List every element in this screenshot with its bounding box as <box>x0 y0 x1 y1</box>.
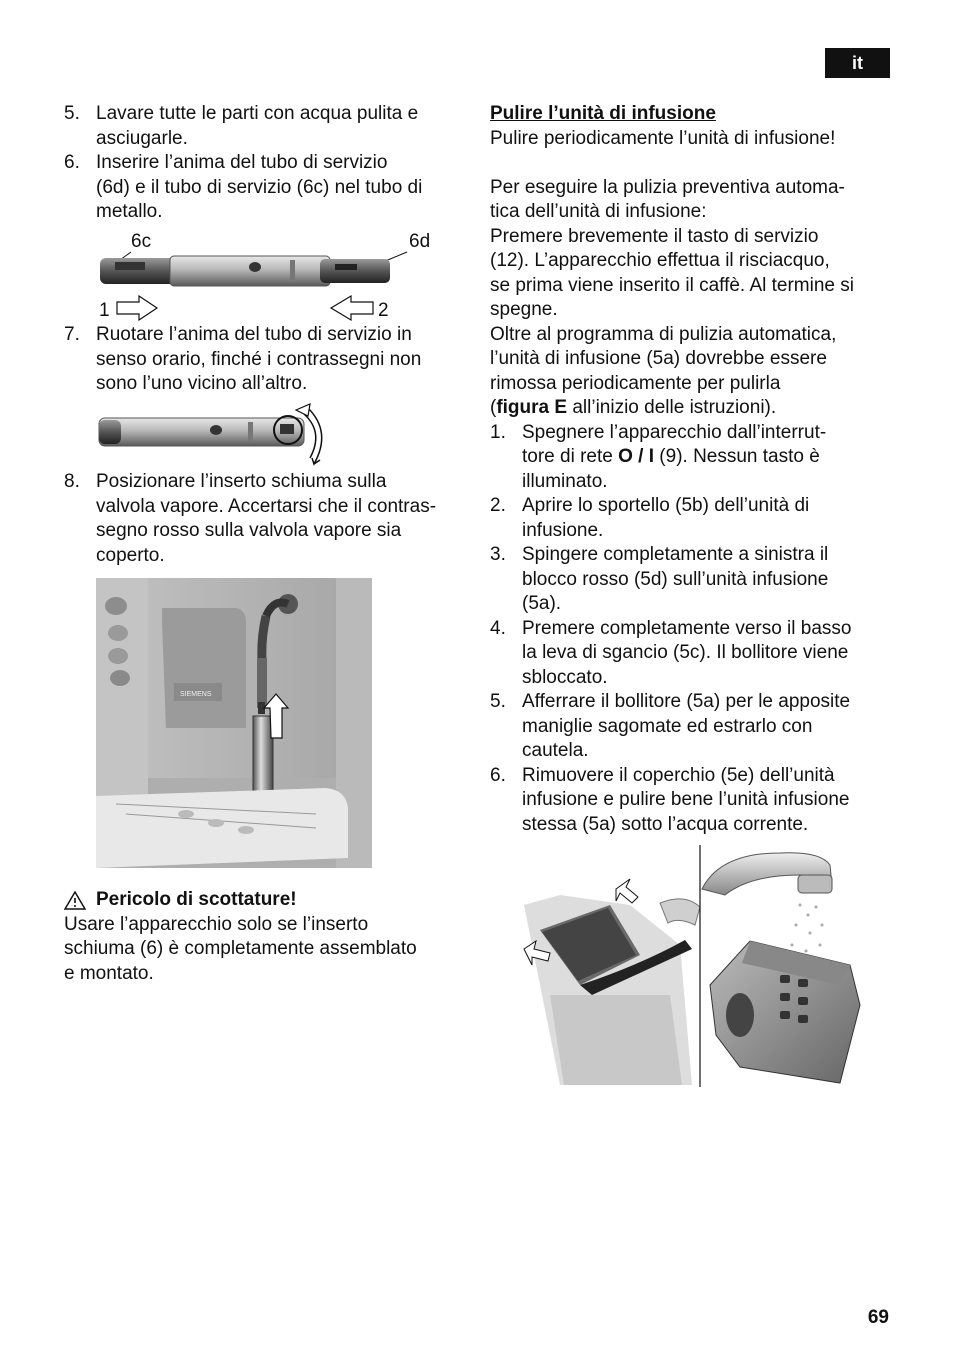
step-number: 5. <box>490 691 506 712</box>
step-text-line: Premere completamente verso il basso <box>522 617 852 639</box>
step-text-line: Rimuovere il coperchio (5e) dell’unità <box>522 764 835 786</box>
arrow-label-2: 2 <box>378 300 389 321</box>
step-number: 4. <box>490 617 506 639</box>
step-text-line: sono l’uno vicino all’altro. <box>96 373 308 394</box>
step-number: 5. <box>64 103 80 124</box>
warning-text-line: schiuma (6) è completamente assemblato <box>64 938 417 959</box>
label-6c: 6c <box>131 231 152 252</box>
machine-froth-insert-figure <box>96 578 372 868</box>
step-number: 1. <box>490 421 506 443</box>
list-item <box>490 764 890 838</box>
step-number: 7. <box>64 324 80 345</box>
intro-text: Pulire periodicamente l’unità di infusione! <box>490 127 836 149</box>
step-number: 6. <box>490 764 506 786</box>
step-text-line: segno rosso sulla valvola vapore sia <box>96 520 402 541</box>
warning-text-line: e montato. <box>64 962 154 984</box>
step-text-line: cautela. <box>522 740 589 761</box>
paragraph-line: spegne. <box>490 299 558 320</box>
brewing-unit-cleaning-figure <box>520 845 865 1087</box>
step-number: 2. <box>490 495 506 516</box>
warning-text-line: Usare l’apparecchio solo se l’inserto <box>64 913 369 935</box>
language-badge: it <box>825 48 890 78</box>
step-text-line: Spingere completamente a sinistra il <box>522 544 829 565</box>
step-text-line: Lavare tutte le parti con acqua pulita e <box>96 103 419 124</box>
paragraph-line: Premere brevemente il tasto di servizio <box>490 225 819 247</box>
step-text-line: Afferrare il bollitore (5a) per le apposite <box>522 691 851 712</box>
paragraph-line: (12). L’apparecchio effettua il risciacquo, <box>490 250 830 271</box>
step-number: 8. <box>64 471 80 492</box>
warning-triangle-icon <box>64 891 86 910</box>
step-text-line: stessa (5a) sotto l’acqua corrente. <box>522 813 809 835</box>
list-item <box>490 543 890 617</box>
step-text-line: Inserire l’anima del tubo di servizio <box>96 152 388 173</box>
step-text-line: Posizionare l’inserto schiuma sulla <box>96 471 387 492</box>
step-text-line: tore di rete O / I (9). Nessun tasto è <box>522 446 820 467</box>
list-item <box>490 421 890 495</box>
step-text-line: (6d) e il tubo di servizio (6c) nel tubo di <box>96 176 423 198</box>
paragraph-line: l’unità di infusione (5a) dovrebbe essere <box>490 348 827 369</box>
arrow-left-icon <box>331 296 373 320</box>
list-item <box>490 617 890 691</box>
warning-title: Pericolo di scottature! <box>96 889 297 910</box>
paragraph-line: tica dell’unità di infusione: <box>490 201 707 222</box>
rotate-arrow-icon <box>308 408 322 464</box>
paragraph-line: rimossa periodicamente per pulirla <box>490 372 781 394</box>
paragraph-line: (figura E all’inizio delle istruzioni). <box>490 397 777 418</box>
step-text-line: illuminato. <box>522 470 608 492</box>
power-switch-label: O / I <box>618 446 655 467</box>
arrow-right-icon <box>117 296 157 320</box>
paragraph-line: Per eseguire la pulizia preventiva automa- <box>490 176 845 198</box>
label-6d: 6d <box>409 231 431 252</box>
figure-ref: figura E <box>496 397 568 418</box>
right-column <box>490 102 890 837</box>
service-tube-figure <box>95 226 440 322</box>
brand-logo: SIEMENS <box>180 691 212 698</box>
paragraph-line: Oltre al programma di pulizia automatica, <box>490 323 837 345</box>
step-text-line: la leva di sgancio (5c). Il bollitore viene <box>522 642 849 663</box>
list-item <box>490 494 890 543</box>
step-text-line: coperto. <box>96 544 165 566</box>
warning-block <box>64 888 474 986</box>
step-number: 6. <box>64 152 80 173</box>
step-text-line: senso orario, finché i contrassegni non <box>96 348 422 370</box>
step-number: 3. <box>490 544 506 565</box>
list-item <box>490 690 890 764</box>
step-text-line: Ruotare l’anima del tubo di servizio in <box>96 324 412 345</box>
step-text-line: metallo. <box>96 201 163 222</box>
step-text-line: asciugarle. <box>96 127 188 149</box>
step-text-line: valvola vapore. Accertarsi che il contras- <box>96 495 437 517</box>
step-text-line: infusione. <box>522 519 604 541</box>
arrow-icon <box>616 879 638 903</box>
step-text-line: Spegnere l’apparecchio dall’interrut- <box>522 421 827 443</box>
step-text-line: (5a). <box>522 593 562 614</box>
step-text-line: sbloccato. <box>522 666 608 688</box>
step-text-line: maniglie sagomate ed estrarlo con <box>522 715 813 737</box>
step-text-line: blocco rosso (5d) sull’unità infusione <box>522 568 829 590</box>
step-text-line: Aprire lo sportello (5b) dell’unità di <box>522 495 810 516</box>
tube-rotation-figure <box>96 402 336 466</box>
step-text-line: infusione e pulire bene l’unità infusione <box>522 789 850 810</box>
section-heading: Pulire l’unità di infusione <box>490 103 716 124</box>
paragraph-line: se prima viene inserito il caffè. Al termine si <box>490 274 854 296</box>
arrow-label-1: 1 <box>99 300 110 321</box>
page-number: 69 <box>867 1307 889 1328</box>
